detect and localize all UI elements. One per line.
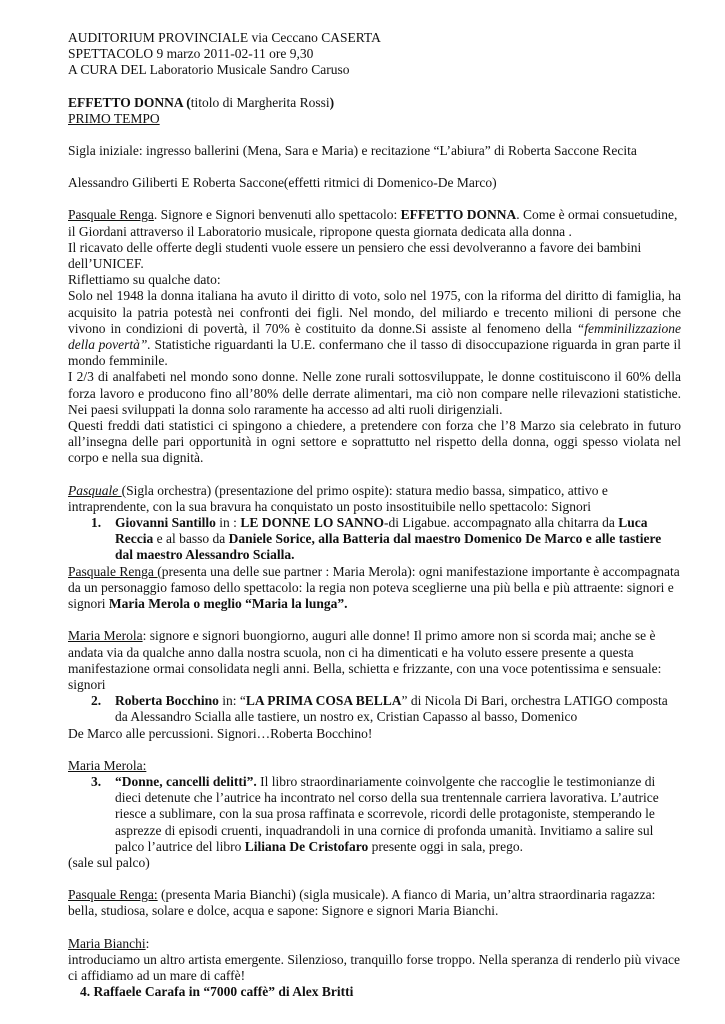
credits-line: Alessandro Giliberti E Roberta Saccone(effetti ritmici di Domenico-De Marco) xyxy=(68,175,497,191)
speaker-name: Pasquale Renga: xyxy=(68,887,158,903)
intro-paragraph-5: I 2/3 di analfabeti nel mondo sono donne. Nelle zone rurali sottosviluppate, le donne costituiscono il 60% della forza lavoro e producono fino all’80% delle derrate alimentari, ma ciò non compare nelle rilevazioni statistiche. Nei paesi sviluppati la donna solo raramente ha accesso ad alti ruoli dirigenziali. xyxy=(68,369,681,417)
italic-quote: “femminilizzazione della povertà”. xyxy=(68,320,681,353)
header-line-1: AUDITORIUM PROVINCIALE via Ceccano CASERTA xyxy=(68,30,381,45)
speaker-name: Maria Merola xyxy=(68,628,143,644)
performer-list-1 xyxy=(68,515,681,564)
show-title-main: EFFETTO DONNA ( xyxy=(68,94,191,110)
intro-paragraph-6: Questi freddi dati statistici ci spingono a chiedere, a pretendere con forza che l’8 Marzo sia celebrato in futuro all’insegna delle pari opportunità in ogni settore e soprattutto nel rispetto della donna, oggi spesso violata nel corpo e nella sua dignità. xyxy=(68,418,681,466)
merola-speech: Maria Merola: signore e signori buongiorno, auguri alle donne! Il primo amore non si scorda mai; anche se è andata via da qualche anno dalla nostra scuola, non ci ha dimenticati e ha voluto essere presente a questa manifestazione ormai consolidata negli anni. Bella, schietta e frizzante, con una voce potentissima e sensuale: signori xyxy=(68,628,662,692)
header-line-2: SPETTACOLO 9 marzo 2011-02-11 ore 9,30 xyxy=(68,46,314,62)
speaker-name: Maria Merola: xyxy=(68,757,147,773)
list-item: 3. “Donne, cancelli delitti”. Il libro straordinariamente coinvolgente che raccoglie le testimonianze di dieci detenute che l’autrice ha incontrato nel corso della sua trentennale carriera lavorativa. L’autrice riesce a sublimare, con la sua prosa raffinata e scorrevole, ricordi delle protagoniste, stemperando le asprezze di episodi cruenti, inquadrandoli in una cornice di profonda umanità. Invitiamo a salire sul palco l’autrice del libro Liliana De Cristofaro presente oggi in sala, prego. xyxy=(91,773,659,854)
speaker-name: Pasquale Renga xyxy=(68,207,154,223)
header-line-3: A CURA DEL Laboratorio Musicale Sandro Caruso xyxy=(68,62,350,78)
bianchi-speech: introduciamo un altro artista emergente. Silenzioso, tranquillo forse troppo. Nella speranza di renderlo più vivace ci affidiamo ad un mare di caffè! xyxy=(68,951,680,983)
speaker-name: Pasquale xyxy=(68,482,122,498)
performer-list-2 xyxy=(68,693,681,725)
performer-list-3 xyxy=(68,774,681,855)
intro-paragraph-2: Il ricavato delle offerte degli studenti vuole essere un pensiero che essi devolveranno a favore dei bambini dell’UNICEF. xyxy=(68,239,642,272)
speaker-name: Maria Bianchi xyxy=(68,935,146,951)
item-number: 2. xyxy=(91,693,102,709)
list-item: 2. Roberta Bocchino in: “LA PRIMA COSA BELLA” di Nicola Di Bari, orchestra LATIGO composta da Alessandro Scialla alle tastiere, un nostro ex, Cristian Capasso al basso, Domenico xyxy=(91,693,668,725)
item-number: 1. xyxy=(91,515,102,531)
stage-direction: (sale sul palco) xyxy=(68,854,150,870)
intro-paragraph-4: Solo nel 1948 la donna italiana ha avuto il diritto di voto, solo nel 1975, con la riforma del diritto di famiglia, ha acquisito la patria potestà nei confronti dei figli. Nel mondo, del miliardo e trecento milioni di persone che vivono in condizioni di povertà, il 70% è costituito da donne.Si assiste al fenomeno della “femminilizzazione della povertà”. Statistiche riguardanti la U.E. confermano che il tasso di disoccupazione riguarda in gran parte il mondo femminile. xyxy=(68,288,681,369)
list-item: 4. Raffaele Carafa in “7000 caffè” di Alex Britti xyxy=(80,984,354,1000)
item-continuation: De Marco alle percussioni. Signori…Roberta Bocchino! xyxy=(68,725,373,741)
intro-paragraph-3: Riflettiamo su qualche dato: xyxy=(68,272,221,288)
list-item: 1. Giovanni Santillo in : LE DONNE LO SANNO-di Ligabue. accompagnato alla chitarra da Luca Reccia e al basso da Daniele Sorice, alla Batteria dal maestro Domenico De Marco e alle tastiere dal maestro Alessandro Scialla. xyxy=(91,515,662,563)
bianchi-intro: Pasquale Renga: (presenta Maria Bianchi) (sigla musicale). A fianco di Maria, un’altra straordinaria ragazza: bella, studiosa, solare e dolce, acqua e sapone: Signore e signori Maria Bianchi. xyxy=(68,887,656,919)
speaker-name: Pasquale Renga ( xyxy=(68,563,162,579)
merola-intro: Pasquale Renga (presenta una delle sue partner : Maria Merola): ogni manifestazione importante è accompagnata da un personaggio famoso dello spettacolo: la regia non poteva sceglierne una più bella e più attraente: signori e signori Maria Merola o meglio “Maria la lunga”. xyxy=(68,563,680,612)
sigla-line: Sigla iniziale: ingresso ballerini (Mena, Sara e Maria) e recitazione “L’abiura” di Roberta Saccone Recita xyxy=(68,143,637,159)
show-title xyxy=(68,95,681,111)
intro-paragraph: Pasquale Renga. Signore e Signori benvenuti allo spettacolo: EFFETTO DONNA. Come è ormai consuetudine, il Giordani attraverso il Laboratorio musicale, ripropone questa giornata dedicata alla donna . xyxy=(68,207,678,239)
show-title-close: ) xyxy=(329,94,335,110)
part-heading: PRIMO TEMPO xyxy=(68,110,160,126)
pasquale-intro: Pasquale (Sigla orchestra) (presentazione del primo ospite): statura medio bassa, simpatico, attivo e intraprendente, con la sua bravura ha conquistato un posto insostituibile nello spettacolo: Signori xyxy=(68,482,608,514)
show-name: EFFETTO DONNA xyxy=(400,207,517,223)
item-number: 3. xyxy=(91,773,102,789)
bianchi-speaker: Maria Bianchi: xyxy=(68,935,150,951)
show-title-author: titolo di Margherita Rossi xyxy=(190,94,330,110)
